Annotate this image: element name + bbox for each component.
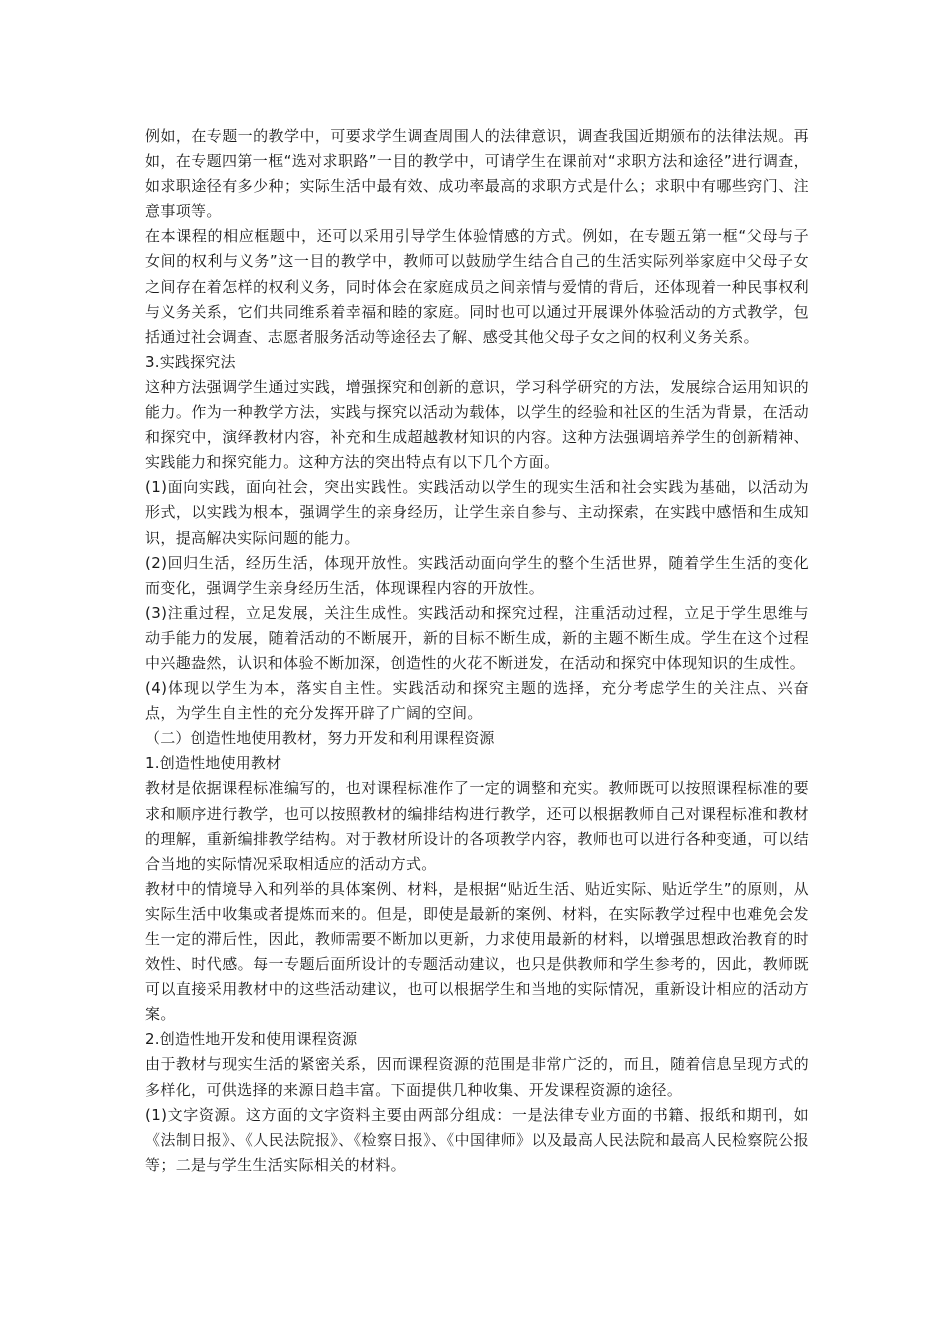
list-item-practice-4: (4)体现以学生为本，落实自主性。实践活动和探究主题的选择，充分考虑学生的关注点、兴奋点，为学生自主性的充分发挥开辟了广阔的空间。 xyxy=(145,679,809,723)
document-body xyxy=(145,124,809,1178)
heading-creative-textbook-use: 1.创造性地使用教材 xyxy=(145,754,282,773)
paragraph-survey-examples: 例如，在专题一的教学中，可要求学生调查周围人的法律意识，调查我国近期颁布的法律法规。再如，在专题四第一框“选对求职路”一目的教学中，可请学生在课前对“求职方法和途径”进行调查，如求职途径有多少种；实际生活中最有效、成功率最高的求职方式是什么；求职中有哪些窍门、注意事项等。 xyxy=(145,127,809,221)
list-item-text-resources: (1)文字资源。这方面的文字资料主要由两部分组成：一是法律专业方面的书籍、报纸和期刊，如《法制日报》、《人民法院报》、《检察日报》、《中国律师》以及最高人民法院和最高人民检察院公报等；二是与学生生活实际相关的材料。 xyxy=(145,1105,809,1174)
heading-course-resources: 2.创造性地开发和使用课程资源 xyxy=(145,1030,358,1049)
list-item-practice-3: (3)注重过程，立足发展，关注生成性。实践活动和探究过程，注重活动过程，立足于学生思维与动手能力的发展，随着活动的不断展开，新的目标不断生成，新的主题不断生成。学生在这个过程中兴趣盎然，认识和体验不断加深，创造性的火花不断迸发，在活动和探究中体现知识的生成性。 xyxy=(145,603,809,672)
list-item-practice-2: (2)回归生活，经历生活，体现开放性。实践活动面向学生的整个生活世界，随着学生生活的变化而变化，强调学生亲身经历生活，体现课程内容的开放性。 xyxy=(145,553,809,597)
paragraph-textbook-cases: 教材中的情境导入和列举的具体案例、材料，是根据“贴近生活、贴近实际、贴近学生”的原则，从实际生活中收集或者提炼而来的。但是，即使是最新的案例、材料，在实际教学过程中也难免会发生一定的滞后性，因此，教师需要不断加以更新，力求使用最新的材料，以增强思想政治教育的时效性、时代感。每一专题后面所设计的专题活动建议，也只是供教师和学生参考的，因此，教师既可以直接采用教材中的这些活动建议，也可以根据学生和当地的实际情况，重新设计相应的活动方案。 xyxy=(145,879,809,1024)
section-heading-textbook-resources: （二）创造性地使用教材，努力开发和利用课程资源 xyxy=(145,729,495,748)
paragraph-emotion-experience: 在本课程的相应框题中，还可以采用引导学生体验情感的方式。例如，在专题五第一框“父母与子女间的权利与义务”这一目的教学中，教师可以鼓励学生结合自己的生活实际列举家庭中父母子女之间存在着怎样的权利义务，同时体会在家庭成员之间亲情与爱情的背后，还体现着一种民事权利与义务关系，它们共同维系着幸福和睦的家庭。同时也可以通过开展课外体验活动的方式教学，包括通过社会调查、志愿者服务活动等途径去了解、感受其他父母子女之间的权利义务关系。 xyxy=(145,227,809,346)
list-item-practice-1: (1)面向实践，面向社会，突出实践性。实践活动以学生的现实生活和社会实践为基础，以活动为形式，以实践为根本，强调学生的亲身经历，让学生亲自参与、主动探索，在实践中感悟和生成知识，提高解决实际问题的能力。 xyxy=(145,478,809,547)
heading-practice-inquiry-method: 3.实践探究法 xyxy=(145,352,236,371)
paragraph-textbook-basis: 教材是依据课程标准编写的，也对课程标准作了一定的调整和充实。教师既可以按照课程标准的要求和顺序进行教学，也可以按照教材的编排结构进行教学，还可以根据教师自己对课程标准和教材的理解，重新编排教学结构。对于教材所设计的各项教学内容，教师也可以进行各种变通，可以结合当地的实际情况采取相适应的活动方式。 xyxy=(145,779,809,873)
paragraph-resources-intro: 由于教材与现实生活的紧密关系，因而课程资源的范围是非常广泛的，而且，随着信息呈现方式的多样化，可供选择的来源日趋丰富。下面提供几种收集、开发课程资源的途径。 xyxy=(145,1055,809,1099)
paragraph-practice-inquiry-intro: 这种方法强调学生通过实践，增强探究和创新的意识，学习科学研究的方法，发展综合运用知识的能力。作为一种教学方法，实践与探究以活动为载体，以学生的经验和社区的生活为背景，在活动和探究中，演绎教材内容，补充和生成超越教材知识的内容。这种方法强调培养学生的创新精神、实践能力和探究能力。这种方法的突出特点有以下几个方面。 xyxy=(145,377,809,472)
